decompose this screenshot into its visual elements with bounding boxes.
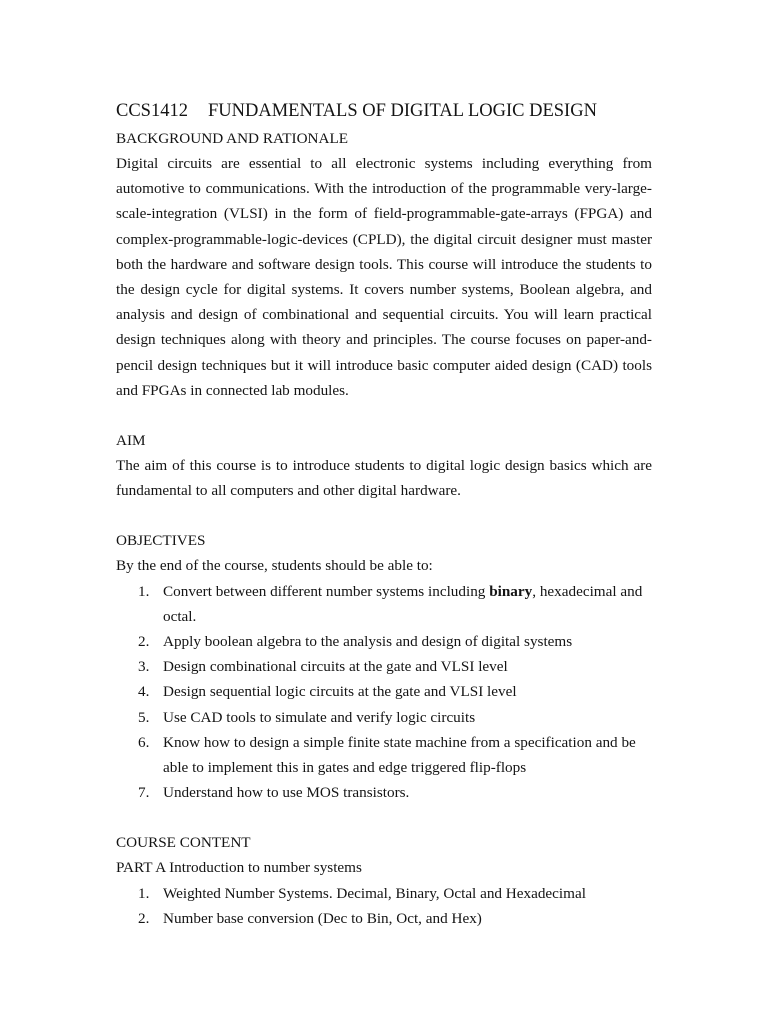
course-content-heading: COURSE CONTENT xyxy=(116,834,251,852)
objective-text: Convert between different number systems including xyxy=(163,582,490,600)
aim-text: The aim of this course is to introduce students to digital logic design basics which are fundamental to all computers and other digital hardware. xyxy=(116,457,652,500)
document-page xyxy=(116,98,652,931)
content-item xyxy=(116,881,652,906)
aim-heading: AIM xyxy=(116,432,146,450)
content-list xyxy=(116,881,652,931)
content-item xyxy=(116,906,652,931)
course-title xyxy=(116,98,652,124)
objective-text: Understand how to use MOS transistors. xyxy=(163,784,410,802)
background-heading: BACKGROUND AND RATIONALE xyxy=(116,130,349,147)
list-number: 7. xyxy=(138,784,150,802)
list-number: 3. xyxy=(138,658,150,676)
objective-text: Apply boolean algebra to the analysis and design of digital systems xyxy=(163,633,573,651)
objectives-list xyxy=(116,579,652,806)
course-code: CCS1412 xyxy=(116,101,188,121)
objective-item xyxy=(116,730,652,780)
objective-item xyxy=(116,780,652,805)
list-number: 4. xyxy=(138,683,150,701)
list-number: 2. xyxy=(138,909,150,927)
list-number: 6. xyxy=(138,733,150,751)
objective-item xyxy=(116,654,652,679)
objective-text: Design combinational circuits at the gate and VLSI level xyxy=(163,658,508,676)
section-spacer xyxy=(116,403,652,428)
objective-item xyxy=(116,679,652,704)
part-a-title: PART A Introduction to number systems xyxy=(116,859,362,877)
objective-item xyxy=(116,705,652,730)
objectives-intro: By the end of the course, students should be able to: xyxy=(116,557,433,575)
objective-emphasis: binary xyxy=(489,582,533,600)
background-text: Digital circuits are essential to all electronic systems including everything from automotive to communications. With the introduction of the programmable very-large-scale-integration (VLSI) in the form of field-programmable-gate-arrays (FPGA) and complex-programmable-logic-devices (CPLD), the digital circuit designer must master both the hardware and software design tools. This course will introduce the students to the design cycle for digital systems. It covers number systems, Boolean algebra, and analysis and design of combinational and sequential circuits. You will learn practical design techniques along with theory and principles. The course focuses on paper-and-pencil design techniques but it will introduce basic computer aided design (CAD) tools and FPGAs in connected lab modules. xyxy=(116,155,652,399)
list-number: 1. xyxy=(138,582,150,600)
objective-item xyxy=(116,629,652,654)
objectives-heading: OBJECTIVES xyxy=(116,532,206,550)
objective-item xyxy=(116,579,652,629)
list-number: 1. xyxy=(138,884,150,902)
objective-text: Design sequential logic circuits at the gate and VLSI level xyxy=(163,683,517,701)
course-name: FUNDAMENTALS OF DIGITAL LOGIC DESIGN xyxy=(208,101,597,121)
content-text: Weighted Number Systems. Decimal, Binary, Octal and Hexadecimal xyxy=(163,884,586,902)
list-number: 2. xyxy=(138,633,150,651)
content-text: Number base conversion (Dec to Bin, Oct, and Hex) xyxy=(163,909,482,927)
objective-text: , hexadecimal and octal. xyxy=(163,582,643,625)
list-number: 5. xyxy=(138,708,150,726)
section-spacer xyxy=(116,805,652,830)
objective-text: Know how to design a simple finite state machine from a specification and be able to implement this in gates and edge triggered flip-flops xyxy=(163,733,636,777)
section-spacer xyxy=(116,503,652,528)
objective-text: Use CAD tools to simulate and verify logic circuits xyxy=(163,708,476,726)
